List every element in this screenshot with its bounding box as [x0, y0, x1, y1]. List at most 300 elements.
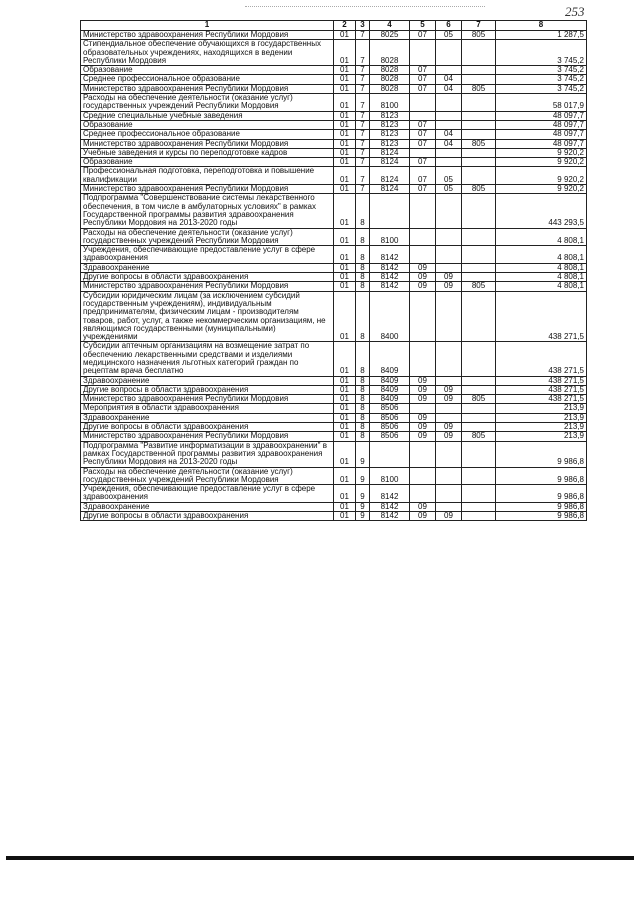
row-code-3: 8 — [356, 413, 370, 422]
row-code-4: 8124 — [370, 185, 410, 194]
row-code-3: 9 — [356, 485, 370, 503]
table-row — [81, 120, 587, 129]
row-code-7: 805 — [462, 31, 496, 40]
row-code-6 — [436, 148, 462, 157]
table-row — [81, 485, 587, 503]
table-row — [81, 31, 587, 40]
row-code-2: 01 — [334, 228, 356, 246]
row-code-6: 05 — [436, 185, 462, 194]
row-code-5: 09 — [410, 282, 436, 291]
table-row — [81, 158, 587, 167]
row-amount: 213,9 — [496, 432, 587, 441]
row-code-4: 8142 — [370, 273, 410, 282]
row-code-5 — [410, 467, 436, 485]
row-code-5 — [410, 485, 436, 503]
column-header: 7 — [462, 21, 496, 31]
table-row — [81, 75, 587, 84]
row-name: Субсидии юридическим лицам (за исключением субсидий государственным учреждениям), индивидуальным предпринимателям, физическим лицам - производителям товаров, работ, услуг, а также некоммерческим организациям, не являющимся государственными (муниципальными) учреждениями — [81, 291, 334, 342]
row-amount: 3 745,2 — [496, 75, 587, 84]
row-code-7 — [462, 273, 496, 282]
row-code-6 — [436, 342, 462, 376]
row-code-5: 07 — [410, 31, 436, 40]
row-code-4: 8123 — [370, 130, 410, 139]
row-code-3: 7 — [356, 94, 370, 112]
row-code-5: 09 — [410, 502, 436, 511]
row-code-6: 09 — [436, 385, 462, 394]
table-row — [81, 432, 587, 441]
table-header-row — [81, 21, 587, 31]
table-row — [81, 291, 587, 342]
row-code-3: 8 — [356, 273, 370, 282]
row-code-2: 01 — [334, 246, 356, 264]
row-code-5 — [410, 404, 436, 413]
row-code-5: 07 — [410, 75, 436, 84]
row-code-6: 05 — [436, 167, 462, 185]
row-code-2: 01 — [334, 404, 356, 413]
row-amount: 48 097,7 — [496, 130, 587, 139]
row-code-7 — [462, 376, 496, 385]
row-code-5: 09 — [410, 512, 436, 521]
row-code-7 — [462, 246, 496, 264]
row-code-7 — [462, 167, 496, 185]
row-code-6 — [436, 120, 462, 129]
row-code-6 — [436, 441, 462, 467]
row-code-5 — [410, 228, 436, 246]
row-name: Другие вопросы в области здравоохранения — [81, 512, 334, 521]
row-code-5: 07 — [410, 130, 436, 139]
row-name: Министерство здравоохранения Республики Мордовия — [81, 185, 334, 194]
table-row — [81, 413, 587, 422]
column-header: 2 — [334, 21, 356, 31]
row-name: Расходы на обеспечение деятельности (оказание услуг) государственных учреждений Республики Мордовия — [81, 94, 334, 112]
row-code-4: 8142 — [370, 282, 410, 291]
row-code-4: 8142 — [370, 263, 410, 272]
row-code-2: 01 — [334, 148, 356, 157]
row-code-2: 01 — [334, 185, 356, 194]
row-code-5: 09 — [410, 385, 436, 394]
row-amount: 9 986,8 — [496, 485, 587, 503]
row-code-6: 09 — [436, 282, 462, 291]
table-row — [81, 111, 587, 120]
row-code-2: 01 — [334, 139, 356, 148]
row-code-3: 8 — [356, 246, 370, 264]
row-code-7: 805 — [462, 84, 496, 93]
row-code-6: 09 — [436, 512, 462, 521]
row-code-3: 8 — [356, 395, 370, 404]
row-code-5: 07 — [410, 167, 436, 185]
row-code-4: 8142 — [370, 502, 410, 511]
scan-artifact-line — [245, 6, 485, 7]
row-code-3: 8 — [356, 423, 370, 432]
row-amount: 4 808,1 — [496, 282, 587, 291]
row-code-7 — [462, 342, 496, 376]
row-amount: 3 745,2 — [496, 66, 587, 75]
row-amount: 9 986,8 — [496, 467, 587, 485]
row-code-4: 8142 — [370, 246, 410, 264]
row-code-6 — [436, 194, 462, 228]
row-code-3: 7 — [356, 158, 370, 167]
row-code-4: 8028 — [370, 75, 410, 84]
row-code-5: 07 — [410, 139, 436, 148]
row-code-3: 7 — [356, 84, 370, 93]
row-code-6: 04 — [436, 130, 462, 139]
row-name: Министерство здравоохранения Республики Мордовия — [81, 84, 334, 93]
row-code-7 — [462, 404, 496, 413]
row-code-4: 8124 — [370, 148, 410, 157]
row-code-2: 01 — [334, 376, 356, 385]
row-code-3: 8 — [356, 376, 370, 385]
row-code-2: 01 — [334, 502, 356, 511]
table-row — [81, 94, 587, 112]
row-code-4: 8506 — [370, 404, 410, 413]
bottom-rule — [6, 856, 634, 860]
row-amount: 438 271,5 — [496, 385, 587, 394]
table-row — [81, 512, 587, 521]
row-name: Образование — [81, 66, 334, 75]
row-code-3: 9 — [356, 512, 370, 521]
row-code-5: 09 — [410, 423, 436, 432]
row-code-6 — [436, 404, 462, 413]
row-amount: 438 271,5 — [496, 291, 587, 342]
row-name: Министерство здравоохранения Республики Мордовия — [81, 31, 334, 40]
row-code-2: 01 — [334, 441, 356, 467]
row-code-4: 8142 — [370, 485, 410, 503]
row-name: Министерство здравоохранения Республики Мордовия — [81, 432, 334, 441]
row-code-3: 7 — [356, 120, 370, 129]
row-code-4: 8409 — [370, 342, 410, 376]
row-amount: 48 097,7 — [496, 139, 587, 148]
row-code-2: 01 — [334, 467, 356, 485]
row-name: Профессиональная подготовка, переподготовка и повышение квалификации — [81, 167, 334, 185]
column-header: 4 — [370, 21, 410, 31]
row-amount: 9 986,8 — [496, 441, 587, 467]
table-row — [81, 66, 587, 75]
row-code-6 — [436, 94, 462, 112]
row-code-4: 8506 — [370, 432, 410, 441]
row-code-3: 8 — [356, 385, 370, 394]
row-name: Мероприятия в области здравоохранения — [81, 404, 334, 413]
row-code-7 — [462, 130, 496, 139]
row-name: Учреждения, обеспечивающие предоставление услуг в сфере здравоохранения — [81, 485, 334, 503]
row-name: Средние специальные учебные заведения — [81, 111, 334, 120]
row-name: Здравоохранение — [81, 413, 334, 422]
table-row — [81, 502, 587, 511]
row-code-6 — [436, 40, 462, 66]
row-code-7 — [462, 75, 496, 84]
row-amount: 443 293,5 — [496, 194, 587, 228]
row-name: Образование — [81, 120, 334, 129]
row-code-5: 09 — [410, 395, 436, 404]
row-code-7 — [462, 502, 496, 511]
table-row — [81, 273, 587, 282]
row-code-4: 8124 — [370, 167, 410, 185]
row-code-5 — [410, 194, 436, 228]
row-code-2: 01 — [334, 485, 356, 503]
table-row — [81, 376, 587, 385]
row-amount: 9 986,8 — [496, 512, 587, 521]
table-row — [81, 185, 587, 194]
row-code-6 — [436, 66, 462, 75]
row-code-2: 01 — [334, 40, 356, 66]
row-code-4: 8400 — [370, 291, 410, 342]
row-code-7 — [462, 485, 496, 503]
row-code-7 — [462, 467, 496, 485]
row-code-6: 04 — [436, 139, 462, 148]
row-code-5: 07 — [410, 84, 436, 93]
row-code-3: 8 — [356, 342, 370, 376]
row-code-3: 7 — [356, 75, 370, 84]
row-name: Министерство здравоохранения Республики Мордовия — [81, 282, 334, 291]
row-amount: 1 287,5 — [496, 31, 587, 40]
row-code-2: 01 — [334, 158, 356, 167]
row-code-3: 7 — [356, 66, 370, 75]
row-code-4: 8123 — [370, 120, 410, 129]
row-name: Здравоохранение — [81, 376, 334, 385]
row-code-4 — [370, 194, 410, 228]
row-code-2: 01 — [334, 413, 356, 422]
row-code-4: 8409 — [370, 376, 410, 385]
row-code-2: 01 — [334, 385, 356, 394]
row-name: Другие вопросы в области здравоохранения — [81, 423, 334, 432]
table-row — [81, 246, 587, 264]
column-header: 8 — [496, 21, 587, 31]
table-row — [81, 40, 587, 66]
row-code-7 — [462, 413, 496, 422]
page-number: 253 — [565, 4, 585, 19]
row-code-4: 8123 — [370, 139, 410, 148]
row-code-7: 805 — [462, 432, 496, 441]
row-name: Расходы на обеспечение деятельности (оказание услуг) государственных учреждений Республики Мордовия — [81, 228, 334, 246]
row-name: Среднее профессиональное образование — [81, 130, 334, 139]
row-name: Стипендиальное обеспечение обучающихся в государственных образовательных учреждениях, находящихся в ведении Республики Мордовия — [81, 40, 334, 66]
row-code-5 — [410, 148, 436, 157]
row-code-3: 7 — [356, 139, 370, 148]
row-code-2: 01 — [334, 75, 356, 84]
row-code-6 — [436, 291, 462, 342]
row-code-6 — [436, 485, 462, 503]
row-code-2: 01 — [334, 31, 356, 40]
row-code-4 — [370, 441, 410, 467]
row-amount: 438 271,5 — [496, 395, 587, 404]
row-code-4: 8100 — [370, 94, 410, 112]
row-code-6: 09 — [436, 395, 462, 404]
row-amount: 9 920,2 — [496, 185, 587, 194]
row-name: Подпрограмма "Совершенствование системы лекарственного обеспечения, в том числе в амбулаторных условиях" в рамках Государственной программы развития здравоохранения Республики Мордовия на 2013-2020 годы — [81, 194, 334, 228]
row-code-4: 8100 — [370, 228, 410, 246]
row-code-5 — [410, 342, 436, 376]
row-code-2: 01 — [334, 66, 356, 75]
column-header: 3 — [356, 21, 370, 31]
row-code-5 — [410, 291, 436, 342]
row-code-3: 7 — [356, 148, 370, 157]
row-amount: 58 017,9 — [496, 94, 587, 112]
column-header: 1 — [81, 21, 334, 31]
row-amount: 9 920,2 — [496, 167, 587, 185]
row-code-7 — [462, 148, 496, 157]
row-code-2: 01 — [334, 273, 356, 282]
row-code-7 — [462, 66, 496, 75]
row-code-4: 8506 — [370, 423, 410, 432]
row-name: Здравоохранение — [81, 263, 334, 272]
table-row — [81, 385, 587, 394]
row-code-3: 7 — [356, 31, 370, 40]
row-code-5 — [410, 441, 436, 467]
row-code-3: 8 — [356, 282, 370, 291]
table-row — [81, 167, 587, 185]
table-row — [81, 467, 587, 485]
row-name: Учреждения, обеспечивающие предоставление услуг в сфере здравоохранения — [81, 246, 334, 264]
row-name: Другие вопросы в области здравоохранения — [81, 273, 334, 282]
row-code-3: 7 — [356, 40, 370, 66]
row-name: Здравоохранение — [81, 502, 334, 511]
row-amount: 48 097,7 — [496, 111, 587, 120]
table-row — [81, 404, 587, 413]
row-code-7: 805 — [462, 395, 496, 404]
row-name: Расходы на обеспечение деятельности (оказание услуг) государственных учреждений Республики Мордовия — [81, 467, 334, 485]
row-code-6: 09 — [436, 273, 462, 282]
row-code-4: 8028 — [370, 40, 410, 66]
row-amount: 438 271,5 — [496, 342, 587, 376]
row-code-2: 01 — [334, 432, 356, 441]
row-name: Министерство здравоохранения Республики Мордовия — [81, 139, 334, 148]
row-code-7 — [462, 158, 496, 167]
row-code-2: 01 — [334, 194, 356, 228]
table-row — [81, 395, 587, 404]
row-code-5 — [410, 94, 436, 112]
column-header: 5 — [410, 21, 436, 31]
row-code-2: 01 — [334, 342, 356, 376]
table-row — [81, 263, 587, 272]
row-code-7: 805 — [462, 282, 496, 291]
row-amount: 4 808,1 — [496, 228, 587, 246]
row-code-3: 9 — [356, 502, 370, 511]
row-code-7 — [462, 423, 496, 432]
row-code-6 — [436, 502, 462, 511]
row-code-7 — [462, 228, 496, 246]
row-code-3: 7 — [356, 185, 370, 194]
row-amount: 213,9 — [496, 404, 587, 413]
row-code-3: 8 — [356, 291, 370, 342]
row-code-5: 09 — [410, 376, 436, 385]
row-code-3: 7 — [356, 111, 370, 120]
table-row — [81, 342, 587, 376]
row-code-6: 09 — [436, 432, 462, 441]
row-code-2: 01 — [334, 282, 356, 291]
table-row — [81, 130, 587, 139]
budget-table — [80, 20, 587, 521]
row-code-4: 8142 — [370, 512, 410, 521]
row-code-3: 8 — [356, 263, 370, 272]
row-code-6: 09 — [436, 423, 462, 432]
row-code-2: 01 — [334, 84, 356, 93]
row-amount: 4 808,1 — [496, 246, 587, 264]
row-code-3: 8 — [356, 228, 370, 246]
table-row — [81, 194, 587, 228]
row-code-6 — [436, 158, 462, 167]
row-name: Образование — [81, 158, 334, 167]
table-row — [81, 84, 587, 93]
row-code-7: 805 — [462, 185, 496, 194]
row-code-7 — [462, 385, 496, 394]
row-code-3: 9 — [356, 467, 370, 485]
row-amount: 213,9 — [496, 413, 587, 422]
row-code-7 — [462, 120, 496, 129]
table-row — [81, 139, 587, 148]
row-code-4: 8506 — [370, 413, 410, 422]
row-code-5: 09 — [410, 432, 436, 441]
row-code-2: 01 — [334, 111, 356, 120]
row-name: Учебные заведения и курсы по переподготовке кадров — [81, 148, 334, 157]
row-amount: 3 745,2 — [496, 84, 587, 93]
row-code-5 — [410, 246, 436, 264]
row-code-3: 7 — [356, 167, 370, 185]
row-code-5: 09 — [410, 413, 436, 422]
row-code-2: 01 — [334, 423, 356, 432]
row-name: Другие вопросы в области здравоохранения — [81, 385, 334, 394]
row-code-7: 805 — [462, 139, 496, 148]
row-code-2: 01 — [334, 263, 356, 272]
row-code-2: 01 — [334, 130, 356, 139]
row-code-5: 07 — [410, 66, 436, 75]
row-code-7 — [462, 263, 496, 272]
row-code-2: 01 — [334, 167, 356, 185]
table-row — [81, 148, 587, 157]
row-amount: 9 920,2 — [496, 158, 587, 167]
row-amount: 4 808,1 — [496, 263, 587, 272]
row-code-3: 8 — [356, 432, 370, 441]
table-row — [81, 441, 587, 467]
row-code-4: 8409 — [370, 395, 410, 404]
row-code-7 — [462, 40, 496, 66]
row-name: Подпрограмма "Развитие информатизации в здравоохранении" в рамках Государственной программы развития здравоохранения Республики Мордовия на 2013-2020 годы — [81, 441, 334, 467]
row-code-6 — [436, 467, 462, 485]
row-code-4: 8409 — [370, 385, 410, 394]
row-code-3: 8 — [356, 404, 370, 413]
row-code-2: 01 — [334, 291, 356, 342]
row-amount: 438 271,5 — [496, 376, 587, 385]
table-row — [81, 282, 587, 291]
row-code-4: 8028 — [370, 66, 410, 75]
row-code-7 — [462, 94, 496, 112]
row-amount: 213,9 — [496, 423, 587, 432]
row-amount: 9 986,8 — [496, 502, 587, 511]
row-code-5: 07 — [410, 120, 436, 129]
row-code-4: 8100 — [370, 467, 410, 485]
row-code-5 — [410, 40, 436, 66]
row-code-7 — [462, 291, 496, 342]
row-code-6 — [436, 111, 462, 120]
row-code-4: 8123 — [370, 111, 410, 120]
row-code-4: 8025 — [370, 31, 410, 40]
table-row — [81, 423, 587, 432]
row-code-7 — [462, 512, 496, 521]
row-code-5 — [410, 111, 436, 120]
row-code-6 — [436, 376, 462, 385]
row-code-3: 7 — [356, 130, 370, 139]
row-code-6 — [436, 246, 462, 264]
row-code-3: 8 — [356, 194, 370, 228]
row-amount: 4 808,1 — [496, 273, 587, 282]
row-code-2: 01 — [334, 94, 356, 112]
row-name: Министерство здравоохранения Республики Мордовия — [81, 395, 334, 404]
row-code-2: 01 — [334, 395, 356, 404]
row-code-7 — [462, 441, 496, 467]
row-code-6 — [436, 228, 462, 246]
row-code-2: 01 — [334, 512, 356, 521]
row-code-5: 09 — [410, 273, 436, 282]
row-name: Среднее профессиональное образование — [81, 75, 334, 84]
row-code-6: 04 — [436, 84, 462, 93]
